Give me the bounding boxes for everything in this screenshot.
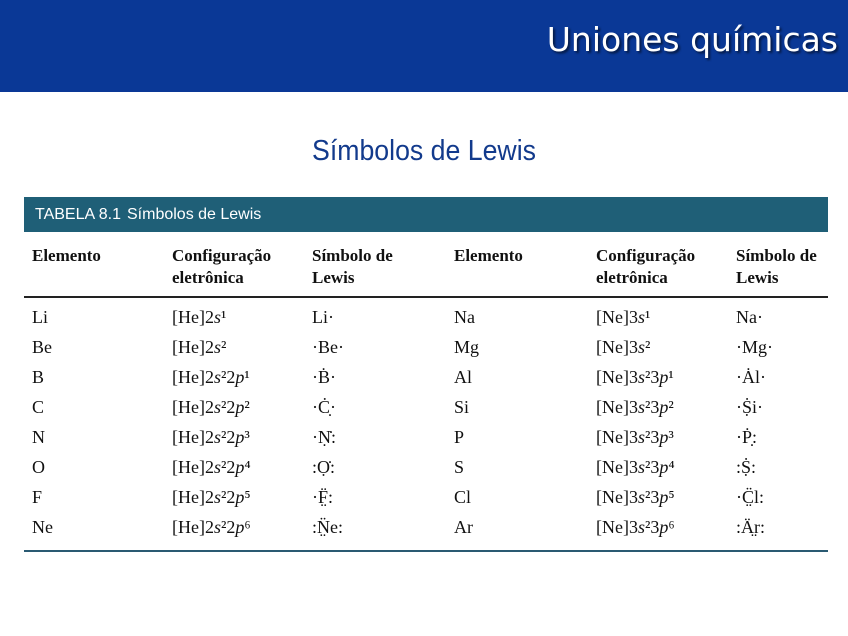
configuration-cell: [He]2s²2p⁴ [172, 457, 251, 477]
lewis-symbol-cell: ·Be· [312, 337, 344, 357]
lewis-symbol-cell: :N̤̈e: [312, 517, 343, 537]
table-row [24, 453, 828, 483]
table-bottom-rule [24, 550, 828, 552]
column-header-configuration: Configuração eletrônica [172, 246, 272, 287]
column-header-lewis-symbol: Símbolo de Lewis [312, 246, 393, 287]
lewis-symbol-cell: ·Ṩi· [736, 397, 763, 417]
slide-title: Símbolos de Lewis [312, 135, 536, 167]
table-body [24, 298, 828, 543]
element-cell: B [32, 367, 45, 387]
lewis-symbol-cell: ·Ċ̣· [312, 397, 336, 417]
lewis-symbol-cell: ·C̤̈l: [736, 487, 765, 507]
configuration-cell: [He]2s²2p⁵ [172, 487, 251, 507]
configuration-cell: [He]2s²2p³ [172, 427, 250, 447]
element-cell: S [454, 457, 465, 477]
table-row [24, 393, 828, 423]
column-header-element-2: Elemento [454, 246, 523, 265]
lewis-table [24, 197, 828, 552]
table-caption-bar [24, 197, 828, 232]
configuration-cell: [He]2s² [172, 337, 227, 357]
table-caption-number: TABELA 8.1 [35, 205, 121, 223]
lewis-symbol-cell: :Ṩ: [736, 457, 757, 477]
lewis-symbol-cell: ·F̤̈: [312, 487, 334, 507]
element-cell: Si [454, 397, 470, 417]
lewis-symbol-cell: ·Ȧl· [736, 367, 766, 387]
lewis-symbol-cell: :Ọ̇: [312, 457, 336, 477]
configuration-cell: [Ne]3s²3p⁴ [596, 457, 675, 477]
element-cell: Ar [454, 517, 473, 537]
lewis-symbol-cell: ·Mg· [736, 337, 773, 357]
configuration-cell: [He]2s²2p⁶ [172, 517, 251, 537]
element-cell: C [32, 397, 45, 417]
table-row [24, 423, 828, 453]
table-header-row [24, 232, 828, 298]
table-row [24, 303, 828, 333]
configuration-cell: [Ne]3s² [596, 337, 651, 357]
configuration-cell: [Ne]3s²3p³ [596, 427, 674, 447]
table-row [24, 513, 828, 543]
element-cell: Li [32, 307, 48, 327]
lewis-symbol-cell: Na· [736, 307, 763, 327]
element-cell: N [32, 427, 45, 447]
element-cell: O [32, 457, 45, 477]
element-cell: Ne [32, 517, 53, 537]
configuration-cell: [He]2s¹ [172, 307, 227, 327]
lewis-symbol-cell: ·Ṗ̣: [736, 427, 758, 447]
configuration-cell: [He]2s²2p² [172, 397, 250, 417]
lewis-symbol-cell: ·Ṇ̇: [312, 427, 336, 447]
configuration-cell: [Ne]3s²3p¹ [596, 367, 674, 387]
configuration-cell: [Ne]3s¹ [596, 307, 651, 327]
column-header-lewis-symbol-2: Símbolo de Lewis [736, 246, 817, 287]
configuration-cell: [Ne]3s²3p² [596, 397, 674, 417]
lewis-symbol-cell: Li· [312, 307, 334, 327]
column-header-configuration-2: Configuração eletrônica [596, 246, 696, 287]
table-row [24, 483, 828, 513]
element-cell: Al [454, 367, 472, 387]
element-cell: Cl [454, 487, 472, 507]
table-row [24, 333, 828, 363]
configuration-cell: [Ne]3s²3p⁶ [596, 517, 675, 537]
configuration-cell: [He]2s²2p¹ [172, 367, 250, 387]
element-cell: Mg [454, 337, 480, 357]
lewis-symbol-cell: :Ä̤r: [736, 517, 765, 537]
element-cell: Na [454, 307, 475, 327]
header-title: Uniones químicas [546, 20, 838, 59]
element-cell: P [454, 427, 465, 447]
element-cell: Be [32, 337, 52, 357]
header-bar [0, 0, 848, 92]
element-cell: F [32, 487, 43, 507]
table-row [24, 363, 828, 393]
lewis-symbol-cell: ·Ḃ· [312, 367, 336, 387]
table-caption-title: Símbolos de Lewis [127, 205, 262, 223]
configuration-cell: [Ne]3s²3p⁵ [596, 487, 675, 507]
column-header-element: Elemento [32, 246, 101, 265]
